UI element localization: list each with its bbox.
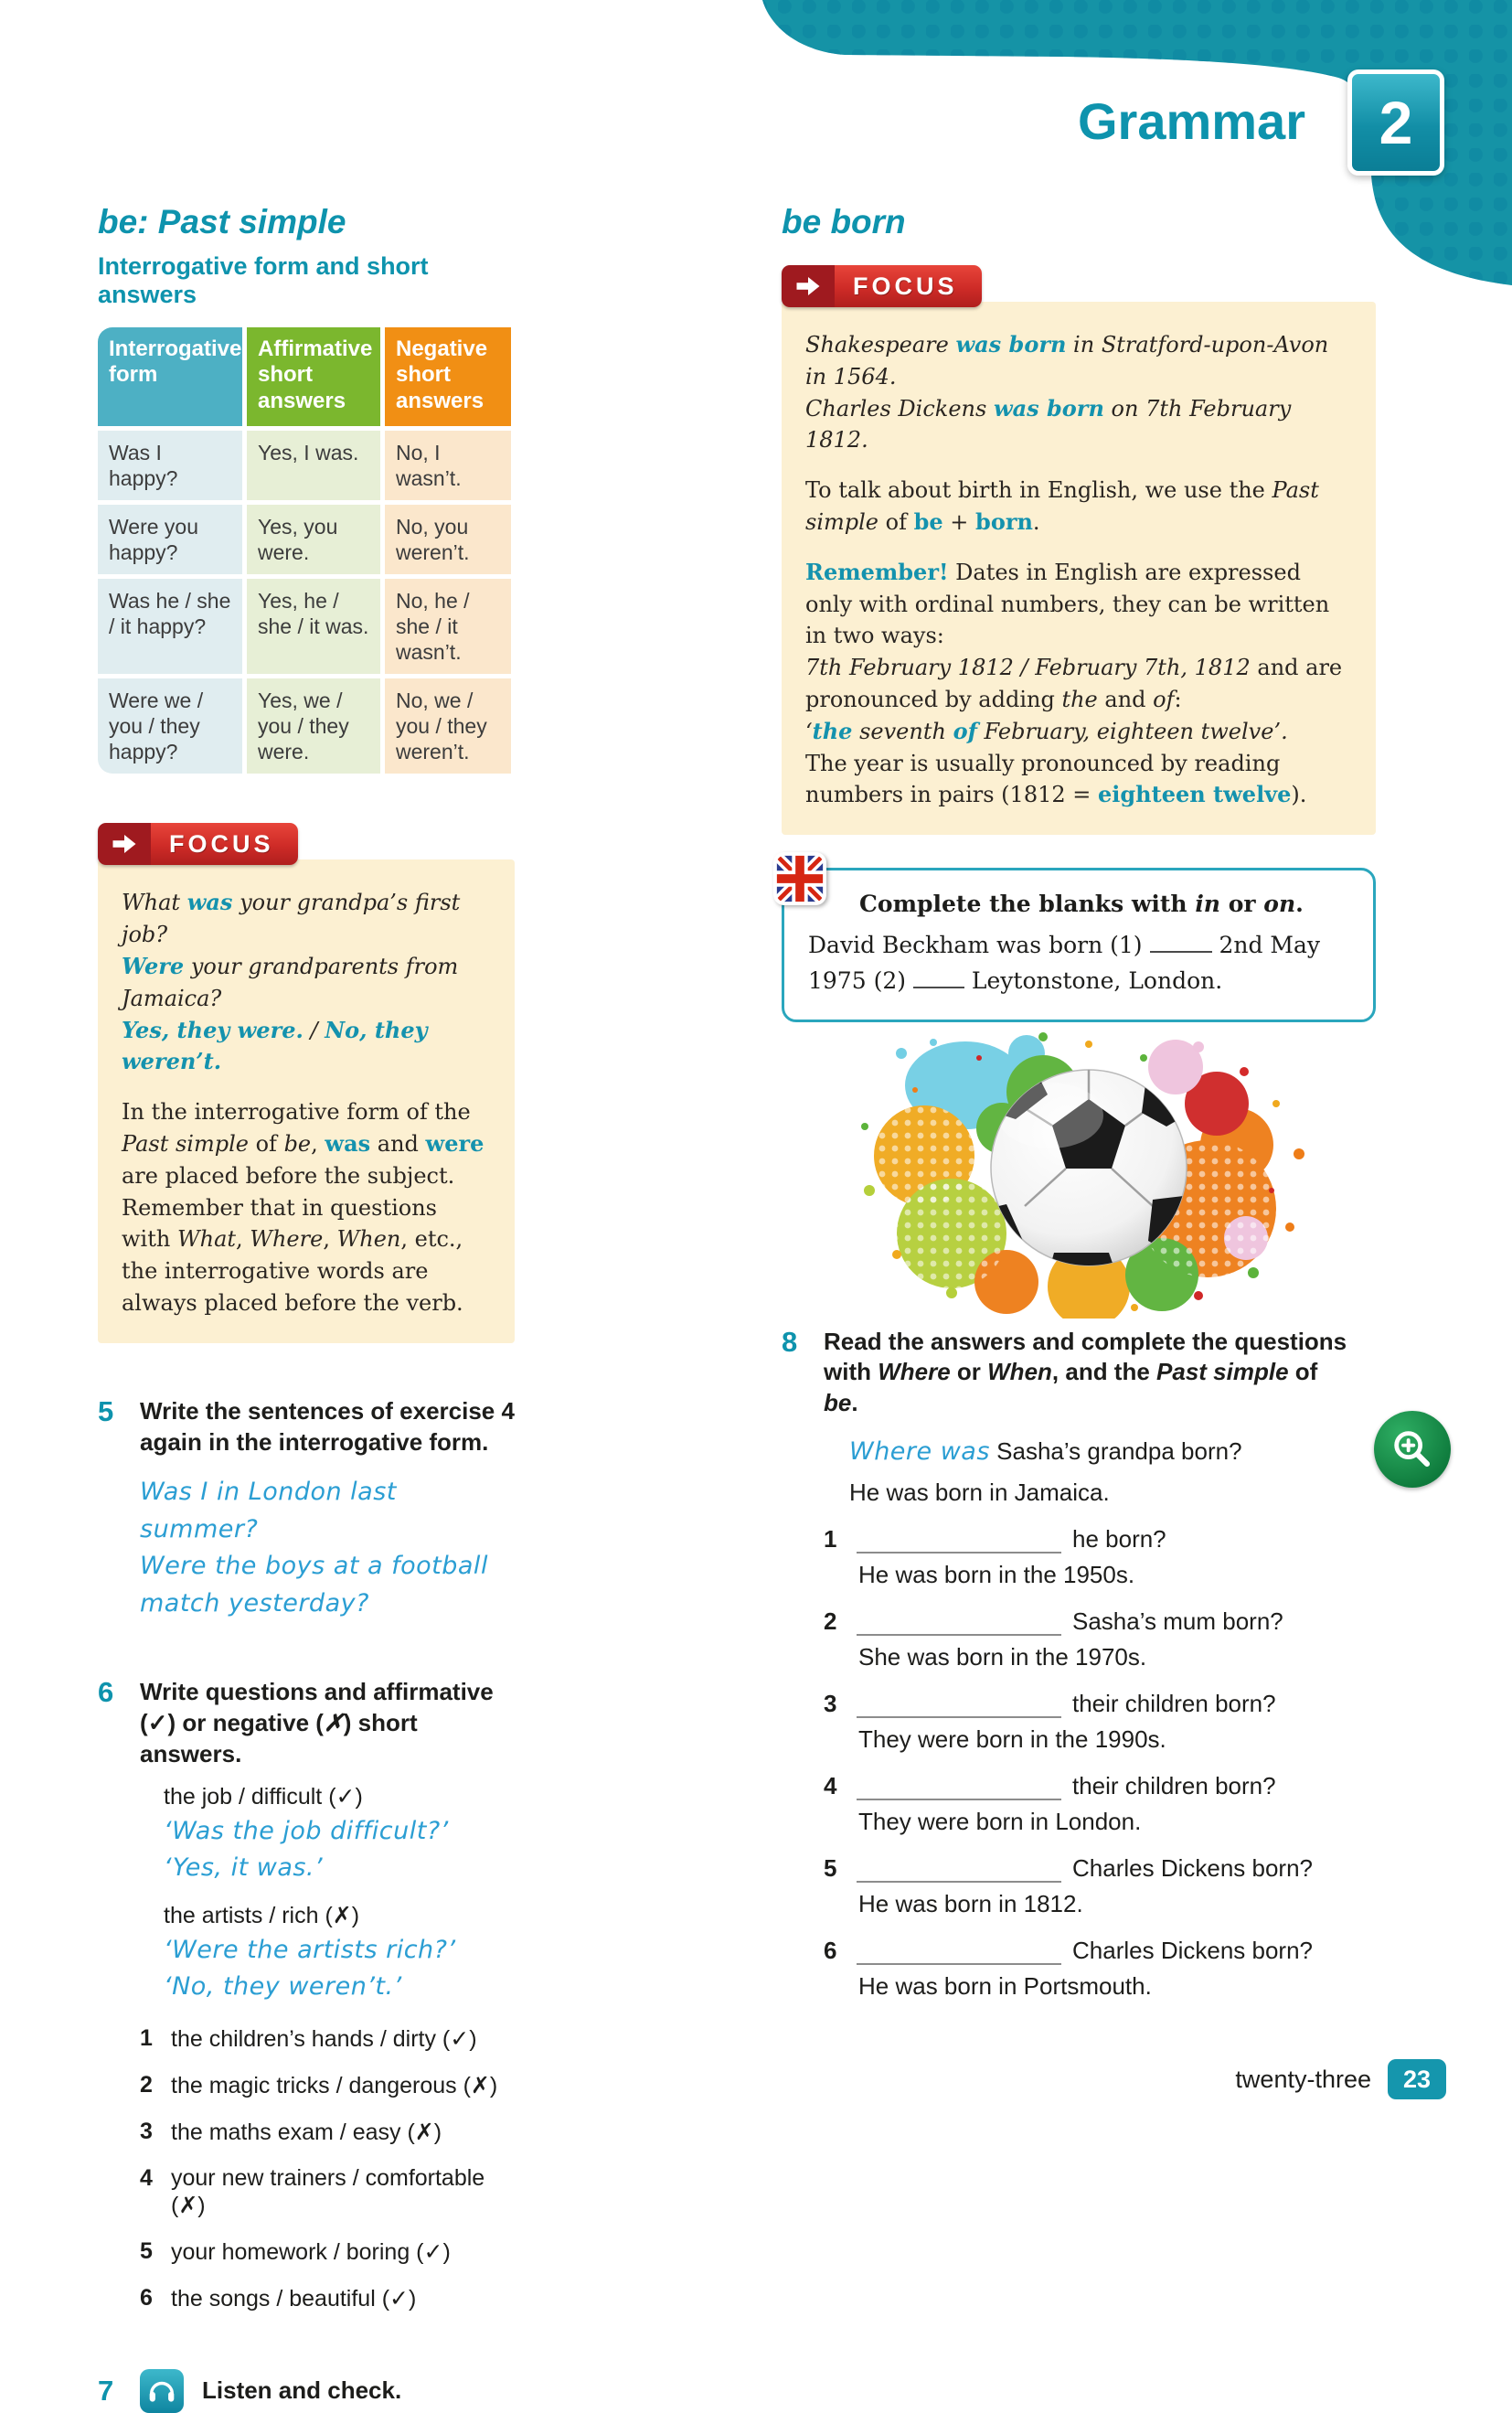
list-item: [140, 2165, 515, 2219]
question-item: [824, 1854, 1352, 1918]
fill-in-blank-2: [913, 964, 964, 988]
item-number: 2: [140, 2071, 153, 2098]
answer-text: She was born in the 1970s.: [858, 1642, 1147, 1671]
question-text: Charles Dickens born?: [1072, 1936, 1314, 1964]
exercise-number: 7: [98, 2374, 114, 2407]
practice-text: Leytonstone, London.: [971, 966, 1223, 994]
exercise-instruction: Write questions and affirmative (✓) or negative (✗) short answers.: [140, 1678, 494, 1768]
focus-example-line: What was your grandpa’s first job?: [122, 889, 461, 948]
arrow-right-icon: [98, 823, 151, 865]
page-title: Grammar: [1077, 92, 1305, 150]
list-item: [140, 2025, 515, 2053]
item-text: the children’s hands / dirty (✓): [171, 2025, 477, 2052]
exercise-7: [98, 2369, 515, 2413]
item-number: 4: [824, 1771, 837, 1799]
focus-badge: [98, 823, 298, 865]
football-splash-illustration: [815, 1017, 1376, 1323]
exercise-instruction: Listen and check.: [202, 2376, 402, 2404]
item-number: 5: [140, 2237, 153, 2264]
question-text: their children born?: [1072, 1689, 1276, 1717]
table-header-affirmative: Affirmative short answers: [247, 327, 380, 426]
item-text: your new trainers / comfortable (✗): [171, 2164, 485, 2218]
focus-example-line: Were your grandparents from Jamaica?: [122, 953, 459, 1011]
list-item: [140, 2119, 515, 2146]
item-number: 4: [140, 2164, 153, 2191]
arrow-right-icon: [782, 265, 835, 307]
practice-box-body: [808, 928, 1351, 999]
exercise-instruction: Write the sentences of exercise 4 again in the interrogative form.: [140, 1396, 515, 1456]
item-number: 1: [824, 1524, 837, 1553]
handwritten-answer: ‘No, they weren’t.’: [164, 1972, 402, 2002]
table-cell: Yes, you were.: [247, 505, 380, 574]
uk-flag-icon: [773, 852, 826, 905]
exercise-number: 8: [782, 1325, 798, 1358]
exercise-5: [98, 1396, 515, 1623]
page-number-word: twenty-three: [1235, 2065, 1371, 2093]
table-cell: Was I happy?: [98, 431, 242, 500]
example-prompt: the job / difficult (✓): [164, 1783, 363, 1810]
focus-label: FOCUS: [151, 823, 298, 865]
focus-paragraph: Remember! Dates in English are expressed only with ordinal numbers, they can be written in two ways:: [805, 558, 1330, 649]
headphones-icon: [140, 2369, 184, 2413]
table-cell: Were you happy?: [98, 505, 242, 574]
question-text: he born?: [1072, 1524, 1166, 1553]
table-cell: Yes, he / she / it was.: [247, 579, 380, 674]
answer-blank-line: [857, 1691, 1061, 1717]
question-item: [824, 1937, 1352, 2001]
item-text: the magic tricks / dangerous (✗): [171, 2072, 498, 2098]
question-text: Charles Dickens born?: [1072, 1853, 1314, 1882]
focus-example-line: Charles Dickens was born on 7th February 1812.: [805, 394, 1292, 454]
item-text: the songs / beautiful (✓): [171, 2285, 417, 2312]
example-answer: He was born in Jamaica.: [849, 1478, 1110, 1506]
focus-box: [782, 302, 1376, 835]
example-question: [849, 1434, 1352, 1471]
section-subtitle: Interrogative form and short answers: [98, 252, 429, 308]
table-cell: Were we / you / they happy?: [98, 678, 242, 774]
handwritten-answer: Were the boys at a football match yesterday?: [140, 1552, 488, 1618]
question-text: Sasha’s grandpa born?: [989, 1437, 1242, 1466]
practice-text: David Beckham was born (1): [808, 932, 1143, 959]
question-item: [824, 1772, 1352, 1836]
item-text: your homework / boring (✓): [171, 2238, 451, 2265]
focus-paragraph: 7th February 1812 / February 7th, 1812 and are pronounced by adding the and of:: [805, 655, 1343, 712]
answer-text: They were born in the 1990s.: [858, 1724, 1166, 1753]
question-text: their children born?: [1072, 1771, 1276, 1799]
focus-paragraph: ‘the seventh of February, eighteen twelve’.: [805, 717, 1288, 744]
question-item: [824, 1525, 1352, 1589]
exercise-6: [98, 1677, 515, 2312]
handwritten-answer: ‘Were the artists rich?’: [164, 1935, 456, 1964]
table-cell: No, we / you / they weren’t.: [385, 678, 511, 774]
item-number: 6: [140, 2284, 153, 2311]
answer-blank-line: [857, 1938, 1061, 1964]
item-number: 3: [824, 1689, 837, 1717]
example-prompt: the artists / rich (✗): [164, 1902, 360, 1928]
exercise-number: 5: [98, 1394, 114, 1427]
handwritten-answer: Where was: [849, 1437, 990, 1467]
answer-blank-line: [857, 1608, 1061, 1635]
focus-paragraph: To talk about birth in English, we use the Past simple of be + born.: [805, 477, 1319, 535]
item-number: 3: [140, 2118, 153, 2144]
exercise-8: [782, 1327, 1376, 2001]
item-number: 2: [824, 1607, 837, 1635]
table-cell: Yes, we / you / they were.: [247, 678, 380, 774]
right-column: [782, 203, 1376, 2001]
answer-text: He was born in Portsmouth.: [858, 1971, 1152, 2000]
page-footer: [1235, 2059, 1446, 2099]
english-practice-box: [782, 868, 1376, 1022]
answer-text: He was born in 1812.: [858, 1889, 1083, 1917]
answer-blank-line: [857, 1773, 1061, 1799]
practice-box-title: Complete the blanks with in or on.: [859, 891, 1304, 918]
grammar-table: [98, 327, 515, 774]
table-cell: No, I wasn’t.: [385, 431, 511, 500]
question-item: [824, 1690, 1352, 1754]
handwritten-answer: Was I in London last summer?: [140, 1478, 397, 1543]
table-header-negative: Negative short answers: [385, 327, 511, 426]
exercise-instruction: Read the answers and complete the questions with Where or When, and the Past simple of be.: [824, 1327, 1347, 1417]
fill-in-blank-1: [1150, 928, 1212, 953]
answer-text: He was born in the 1950s.: [858, 1560, 1135, 1588]
practice-text: 2nd May 1975 (2): [808, 932, 1321, 994]
table-cell: No, you weren’t.: [385, 505, 511, 574]
list-item: [140, 2072, 515, 2099]
focus-box: [98, 859, 515, 1342]
item-number: 5: [824, 1853, 837, 1882]
answer-blank-line: [857, 1855, 1061, 1882]
table-cell: Was he / she / it happy?: [98, 579, 242, 674]
table-header-interrogative: Interrogative form: [98, 327, 242, 426]
section-title-be-born: be born: [782, 203, 906, 240]
table-cell: Yes, I was.: [247, 431, 380, 500]
answer-blank-line: [857, 1526, 1061, 1553]
focus-example-line: Yes, they were. / No, they weren’t.: [122, 1016, 428, 1075]
unit-number-badge: 2: [1347, 69, 1444, 176]
table-cell: No, he / she / it wasn’t.: [385, 579, 511, 674]
section-title-be-past-simple: be: Past simple: [98, 203, 346, 240]
item-text: the maths exam / easy (✗): [171, 2119, 442, 2145]
list-item: [140, 2285, 515, 2312]
exercise-number: 6: [98, 1676, 114, 1709]
focus-badge: [782, 265, 982, 307]
list-item: [140, 2238, 515, 2266]
zoom-plus-icon: [1374, 1411, 1451, 1488]
left-column: [98, 203, 515, 2413]
item-number: 6: [824, 1936, 837, 1964]
focus-paragraph: The year is usually pronounced by reading numbers in pairs (1812 = eighteen twelve).: [805, 750, 1307, 808]
focus-label: FOCUS: [835, 265, 982, 307]
page-number-badge: 23: [1388, 2059, 1446, 2099]
answer-text: They were born in London.: [858, 1807, 1142, 1835]
focus-example-line: Shakespeare was born in Stratford-upon-Avon in 1564.: [805, 331, 1329, 390]
handwritten-answer: ‘Was the job difficult?’ ‘Yes, it was.’: [164, 1816, 449, 1883]
item-number: 1: [140, 2024, 153, 2051]
focus-paragraph: In the interrogative form of the Past simple of be, was and were are placed before the subject. Remember that in questions with What, Where, When, etc., the interrogative words are always placed before the verb.: [122, 1099, 484, 1317]
question-item: [824, 1607, 1352, 1671]
question-text: Sasha’s mum born?: [1072, 1607, 1283, 1635]
